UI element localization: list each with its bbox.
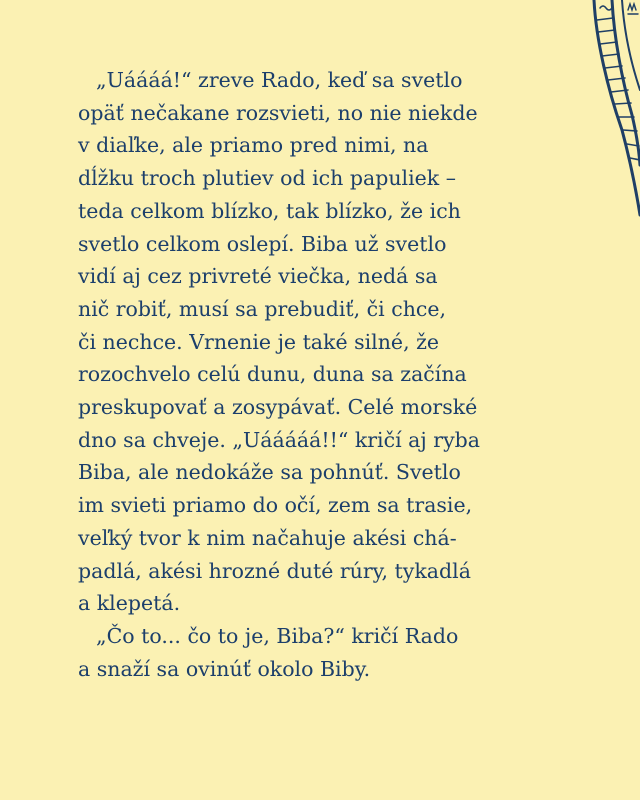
text-line: teda celkom blízko, tak blízko, že ich — [78, 198, 461, 223]
text-line: vidí aj cez privreté viečka, nedá sa — [78, 264, 438, 289]
text-line: im svieti priamo do očí, zem sa trasie, — [78, 493, 473, 518]
text-line: „Uáááá!“ zreve Rado, keď sa svetlo — [96, 68, 463, 92]
text-line: preskupovať a zosypávať. Celé morské — [78, 395, 478, 420]
text-line: veľký tvor k nim načahuje akési chá- — [78, 525, 457, 550]
paragraph-1 — [78, 64, 558, 620]
text-line: rozochvelo celú dunu, duna sa začína — [78, 362, 467, 387]
text-line: či nechce. Vrnenie je také silné, že — [78, 329, 440, 354]
wave-swirl-illustration-icon — [560, 0, 640, 230]
text-line: v diaľke, ale priamo pred nimi, na — [78, 133, 429, 158]
text-line: svetlo celkom oslepí. Biba už svetlo — [78, 231, 447, 256]
paragraph-2 — [78, 620, 558, 685]
text-line: nič robiť, musí sa prebudiť, či chce, — [78, 296, 447, 321]
text-line: opäť nečakane rozsvieti, no nie niekde — [78, 100, 478, 125]
story-text — [78, 64, 558, 685]
text-line: dno sa chveje. „Uááááá!!“ kričí aj ryba — [78, 427, 480, 452]
text-line: padlá, akési hrozné duté rúry, tykadlá — [78, 558, 471, 583]
text-line: Biba, ale nedokáže sa pohnúť. Svetlo — [78, 460, 461, 485]
text-line: „Čo to... čo to je, Biba?“ kričí Rado — [96, 623, 459, 648]
text-line: a klepetá. — [78, 591, 181, 616]
text-line: dĺžku troch plutiev od ich papuliek – — [78, 166, 456, 191]
text-line: a snaží sa ovinúť okolo Biby. — [78, 656, 371, 681]
